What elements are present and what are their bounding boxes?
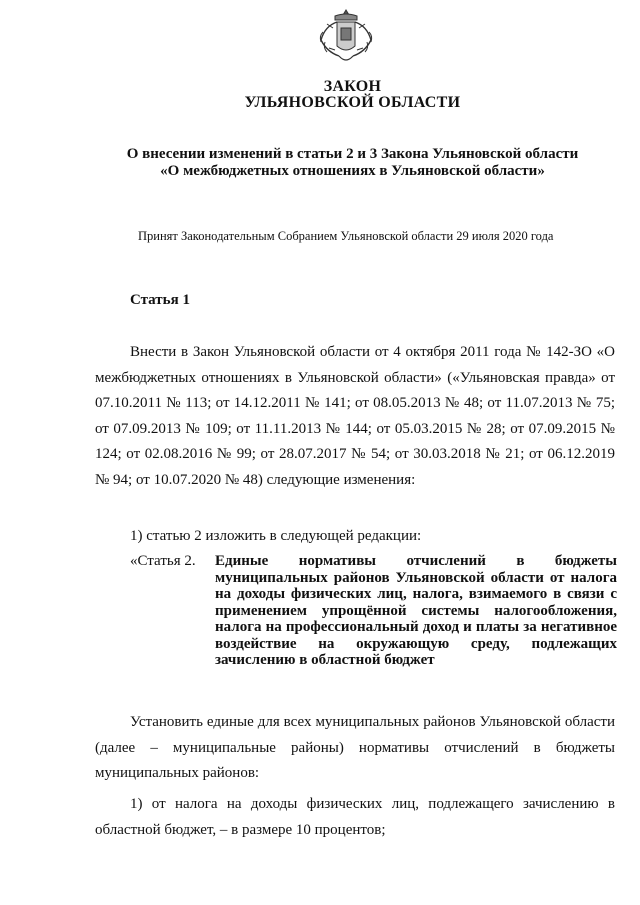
quoted-article-label: «Статья 2. (130, 553, 196, 569)
coat-of-arms-emblem (313, 6, 379, 68)
article-intro-paragraph: Внести в Закон Ульяновской области от 4 октября 2011 года № 142-ЗО «О межбюджетных отношениях в Ульяновской области» («Ульяновская правда» от 07.10.2011 № 113; от 14.12.2011 № 141; от 08.05.2013 № 48; от 11.07.2013 № 75; от 07.09.2013 № 109; от 11.11.2013 № 144; от 05.03.2015 № 28; от 07.09.2015 № 124; от 02.08.2016 № 99; от 28.07.2017 № 54; от 30.03.2018 № 21; от 06.12.2019 № 94; от 10.07.2020 № 48) следующие изменения: (95, 344, 615, 488)
article-heading: Статья 1 (130, 292, 190, 308)
amendment-item-1: 1) статью 2 изложить в следующей редакции: (130, 528, 422, 544)
law-subject-line1: О внесении изменений в статьи 2 и 3 Закона Ульяновской области (126, 146, 579, 162)
adoption-note: Принят Законодательным Собранием Ульяновской области 29 июля 2020 года (138, 229, 554, 243)
quoted-article-heading: Единые нормативы отчислений в бюджеты муниципальных районов Ульяновской области от налога на доходы физических лиц, налога, взимаемого в связи с применением упрощённой системы налогообложения, налога на профессиональный доход и платы за негативное воздействие на окружающую среду, подлежащих зачислению в областной бюджет (215, 553, 617, 668)
establish-paragraph: Установить единые для всех муниципальных районов Ульяновской области (далее – муниципальные районы) нормативы отчислений в бюджеты муниципальных районов: (95, 714, 615, 781)
law-region: УЛЬЯНОВСКОЙ ОБЛАСТИ (244, 94, 461, 111)
law-subject-line2: «О межбюджетных отношениях в Ульяновской области» (160, 163, 545, 179)
law-title: ЗАКОН (323, 78, 382, 95)
norm-item-1-paragraph: 1) от налога на доходы физических лиц, подлежащего зачислению в областной бюджет, – в размере 10 процентов; (95, 796, 615, 838)
